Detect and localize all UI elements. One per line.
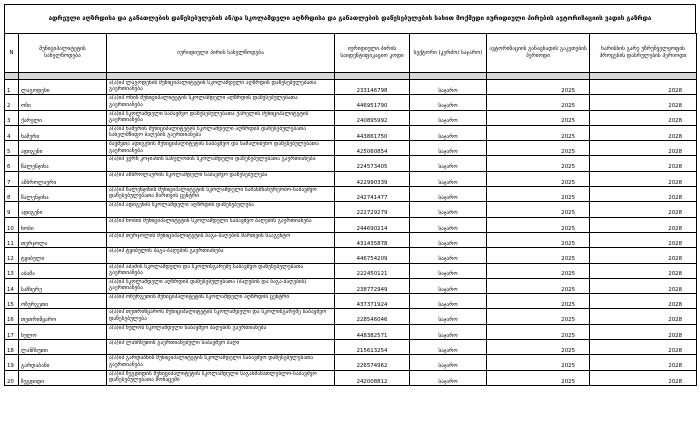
row-number: 16: [5, 309, 19, 324]
entity-name-cell: ა(ა)იპ სკოლამდელი აღზრდის დაწესებულებათა (ბაღების და ბაგა-ბაღების) გაერთიანება: [107, 278, 335, 293]
table-row: [5, 156, 697, 171]
document-sheet: [4, 4, 696, 386]
entity-name-cell: ა(ა)იპ აბაშის სკოლამდელი და სკოლისგარეშე საბავშვო დაწესებულებათა გაერთიანება: [107, 263, 335, 278]
entity-code-cell: 446951790: [335, 95, 410, 110]
auth-period-cell: 2025: [487, 125, 590, 140]
table-row: [5, 171, 697, 186]
sector-cell: საჯარო: [410, 355, 487, 370]
extended-period-cell: 2028: [590, 248, 697, 263]
table-row: [5, 340, 697, 355]
document-title: ადრეული აღზრდისა და განათლების დაწესებულების ან/და სკოლამდელი აღზრდისა და განათლების დაწესებულების სახით მოქმედი იურიდიული პირების ავტორიზაციის ვადის გაზრდა: [4, 4, 696, 33]
entity-name-cell: ა(ა)იპ ადიგენის სკოლამდელი აღზრდის დაწესებულება: [107, 202, 335, 217]
entity-code-cell: 437371924: [335, 294, 410, 309]
sector-cell: საჯარო: [410, 217, 487, 232]
table-row: [5, 309, 697, 324]
municipality-cell: ლანჩხუთი: [19, 340, 107, 355]
auth-period-cell: 2025: [487, 110, 590, 125]
municipality-cell: ამბროლაური: [19, 171, 107, 186]
sector-cell: საჯარო: [410, 171, 487, 186]
auth-period-cell: 2025: [487, 202, 590, 217]
sector-cell: საჯარო: [410, 309, 487, 324]
entity-name-cell: ა(ა)იპ ამბროლაურის სკოლამდელი საბავშვო დაწესებულება: [107, 171, 335, 186]
entity-name-cell: ა(ა)იპ წალენჯიხის მუნიციპალიტეტის სკოლამდელი სამანმსახურეობო-საბავშვო დაწესებულებათა მართვის ცენტრი: [107, 187, 335, 202]
municipality-cell: ქარელი: [19, 110, 107, 125]
auth-period-cell: 2025: [487, 156, 590, 171]
sector-cell: საჯარო: [410, 278, 487, 293]
sector-cell: საჯარო: [410, 187, 487, 202]
sector-cell: საჯარო: [410, 95, 487, 110]
extended-period-cell: 2028: [590, 110, 697, 125]
entity-name-cell: ა(ა)იპ ტყიბულის ბაგა-ბაღების გაერთიანება: [107, 248, 335, 263]
row-number: 20: [5, 370, 19, 385]
row-number: 10: [5, 217, 19, 232]
sector-cell: საჯარო: [410, 370, 487, 385]
auth-period-cell: 2025: [487, 80, 590, 95]
header-code: იურიდიული პირის საიდენტიფიკაციო კოდი: [335, 34, 410, 73]
sector-cell: საჯარო: [410, 232, 487, 247]
sector-cell: საჯარო: [410, 202, 487, 217]
auth-period-cell: 2025: [487, 263, 590, 278]
auth-period-cell: 2025: [487, 294, 590, 309]
extended-period-cell: 2028: [590, 370, 697, 385]
municipality-cell: გარდაბანი: [19, 355, 107, 370]
table-row: [5, 187, 697, 202]
municipality-cell: თეთრიწყარო: [19, 309, 107, 324]
municipality-cell: ხაშური: [19, 125, 107, 140]
extended-period-cell: 2028: [590, 355, 697, 370]
entity-code-cell: 242741477: [335, 187, 410, 202]
entity-name-cell: ა(ა)იპ ლანჩხუთის გაერთიანებული საბავშვო ბაღი: [107, 340, 335, 355]
auth-period-cell: 2025: [487, 95, 590, 110]
table-row: [5, 80, 697, 95]
header-extended-period: ხარისხის გარე უზრუნველყოფის პროცესის დასრულების პერიოდი: [590, 34, 697, 73]
entity-name-cell: ა(ა)იპ ლაგოდეხის მუნიციპალიტეტის სკოლამდელი აღზრდის დაწესებულებათა გაერთიანება: [107, 80, 335, 95]
row-number: 14: [5, 278, 19, 293]
header-sector: სექტორი (კერძო/ საჯარო): [410, 34, 487, 73]
entity-name-cell: ბავშვთა ადიგენის მუნიციპალიტეტის საბავშვო და სამალიბენო დაწესებულებათა გაერთიანება: [107, 141, 335, 156]
extended-period-cell: 2028: [590, 340, 697, 355]
entity-name-cell: ა(ა)იპ თერჯოლის მუნიციპალიტეტის ბაგა-ბაღების მართვის სააგენტო: [107, 232, 335, 247]
row-number: 12: [5, 248, 19, 263]
entity-code-cell: 448382571: [335, 324, 410, 339]
extended-period-cell: 2028: [590, 202, 697, 217]
auth-period-cell: 2025: [487, 370, 590, 385]
sector-cell: საჯარო: [410, 248, 487, 263]
header-auth-period: ავტორიზაციის განაცხადის გაკეთების პერიოდი: [487, 34, 590, 73]
entity-name-cell: ა(ა)იპ ვერხ კოჯიანის სახელობის სკოლამდელი დაწესებულებათა გაერთიანება: [107, 156, 335, 171]
entity-code-cell: 425060854: [335, 141, 410, 156]
entity-code-cell: 222729279: [335, 202, 410, 217]
row-number: 5: [5, 141, 19, 156]
table-row: [5, 110, 697, 125]
row-number: 17: [5, 324, 19, 339]
auth-period-cell: 2025: [487, 309, 590, 324]
auth-period-cell: 2025: [487, 248, 590, 263]
auth-period-cell: 2025: [487, 278, 590, 293]
row-number: 7: [5, 171, 19, 186]
table-row: [5, 202, 697, 217]
table-row: [5, 248, 697, 263]
row-number: 19: [5, 355, 19, 370]
municipality-cell: ხულო: [19, 324, 107, 339]
row-number: 13: [5, 263, 19, 278]
extended-period-cell: 2028: [590, 232, 697, 247]
auth-period-cell: 2025: [487, 355, 590, 370]
municipality-cell: საჩხერე: [19, 278, 107, 293]
table-row: [5, 278, 697, 293]
entity-code-cell: 446754209: [335, 248, 410, 263]
entity-name-cell: ა(ა)იპ ონის მუნიციპალიტეტის სკოლამდელი აღზრდის დაწესებულებათა გაერთიანება: [107, 95, 335, 110]
entity-code-cell: 244690214: [335, 217, 410, 232]
table-row: [5, 95, 697, 110]
sector-cell: საჯარო: [410, 263, 487, 278]
sector-cell: საჯარო: [410, 80, 487, 95]
sector-cell: საჯარო: [410, 141, 487, 156]
entity-code-cell: 443861750: [335, 125, 410, 140]
municipality-cell: თერჯოლა: [19, 232, 107, 247]
municipality-cell: ხობი: [19, 217, 107, 232]
table-row: [5, 141, 697, 156]
entity-code-cell: 431435878: [335, 232, 410, 247]
municipality-cell: ადიგენი: [19, 141, 107, 156]
extended-period-cell: 2028: [590, 278, 697, 293]
entity-name-cell: ა(ა)იპ ოზურგეთის მუნიციპალიტეტის სკოლამდელი აღზრდის ცენტრი: [107, 294, 335, 309]
sector-cell: საჯარო: [410, 125, 487, 140]
row-number: 11: [5, 232, 19, 247]
municipality-cell: აბაშა: [19, 263, 107, 278]
sector-cell: საჯარო: [410, 156, 487, 171]
entity-name-cell: ა(ა)იპ ხობის მუნიციპალიტეტის სკოლამდელი საბავშვო ბაღების გაერთიანება: [107, 217, 335, 232]
sector-cell: საჯარო: [410, 110, 487, 125]
entity-code-cell: 233146798: [335, 80, 410, 95]
row-number: 15: [5, 294, 19, 309]
entity-name-cell: ა(ა)იპ ზუგდიდის მუნიციპალიტეტის სკოლამდელი საგანმანათლებლო-საბავშვო დაწესებულებათა მონაცემი: [107, 370, 335, 385]
entity-name-cell: ა(ა)იპ სკოლამდელი საბავშვო დაწესებულებათა ქარელის მუნიციპალიტეტის გაერთიანება: [107, 110, 335, 125]
header-row: [5, 34, 697, 73]
municipality-cell: წალენჯიხა: [19, 187, 107, 202]
municipality-cell: ზუგდიდი: [19, 370, 107, 385]
sector-cell: საჯარო: [410, 340, 487, 355]
municipality-cell: ტყიბული: [19, 248, 107, 263]
extended-period-cell: 2028: [590, 309, 697, 324]
extended-period-cell: 2028: [590, 187, 697, 202]
entity-name-cell: ა(ა)იპ გარდაბნის მუნიციპალიტეტის სკოლამდელი საბავშვო დაწესებულებათა გაერთიანება: [107, 355, 335, 370]
sector-cell: საჯარო: [410, 324, 487, 339]
entity-code-cell: 228546046: [335, 309, 410, 324]
entity-name-cell: ა(ა)იპ ხულოს სკოლამდელი საბავშვო ბაღების გაერთიანება: [107, 324, 335, 339]
entity-code-cell: 238772949: [335, 278, 410, 293]
table-row: [5, 232, 697, 247]
entity-code-cell: 224573405: [335, 156, 410, 171]
auth-period-cell: 2025: [487, 171, 590, 186]
extended-period-cell: 2028: [590, 263, 697, 278]
extended-period-cell: 2028: [590, 95, 697, 110]
entity-name-cell: ა(ა)იპ თეთრიწყაროს მუნიციპალიტეტის სკოლამდელი და სკოლისგარეშე საბავშვო დაწესებულება: [107, 309, 335, 324]
row-number: 1: [5, 80, 19, 95]
extended-period-cell: 2028: [590, 324, 697, 339]
entity-code-cell: 226574962: [335, 355, 410, 370]
auth-period-cell: 2025: [487, 340, 590, 355]
extended-period-cell: 2028: [590, 125, 697, 140]
row-number: 2: [5, 95, 19, 110]
table-row: [5, 263, 697, 278]
header-n: N: [5, 34, 19, 73]
extended-period-cell: 2028: [590, 141, 697, 156]
entity-code-cell: 215613254: [335, 340, 410, 355]
municipality-cell: ონი: [19, 95, 107, 110]
table-row: [5, 355, 697, 370]
auth-period-cell: 2025: [487, 141, 590, 156]
municipality-cell: ადიგენი: [19, 202, 107, 217]
table-row: [5, 324, 697, 339]
row-number: 4: [5, 125, 19, 140]
extended-period-cell: 2028: [590, 217, 697, 232]
entity-name-cell: ა(ა)იპ ხაშურის მუნიციპალიტეტის სკოლამდელი აღზრდის დაწესებულებათა სახელმწიფო ბაღების გაერთიანება: [107, 125, 335, 140]
auth-period-cell: 2025: [487, 187, 590, 202]
extended-period-cell: 2028: [590, 80, 697, 95]
row-number: 3: [5, 110, 19, 125]
extended-period-cell: 2028: [590, 171, 697, 186]
auth-period-cell: 2025: [487, 217, 590, 232]
entity-code-cell: 240895992: [335, 110, 410, 125]
row-number: 9: [5, 202, 19, 217]
auth-period-cell: 2025: [487, 324, 590, 339]
table-row: [5, 125, 697, 140]
extended-period-cell: 2028: [590, 294, 697, 309]
entity-code-cell: 242008812: [335, 370, 410, 385]
extended-period-cell: 2028: [590, 156, 697, 171]
row-number: 18: [5, 340, 19, 355]
municipality-cell: წალენჯიხა: [19, 156, 107, 171]
table-row: [5, 294, 697, 309]
header-municipality: მუნიციპალიტეტის სახელწოდება: [19, 34, 107, 73]
auth-period-cell: 2025: [487, 232, 590, 247]
sector-cell: საჯარო: [410, 294, 487, 309]
entity-code-cell: 422990339: [335, 171, 410, 186]
row-number: 6: [5, 156, 19, 171]
municipality-cell: ლაგოდეხი: [19, 80, 107, 95]
table-row: [5, 217, 697, 232]
authorization-table: [4, 33, 697, 386]
gray-separator-row: [5, 73, 697, 80]
entity-code-cell: 222450121: [335, 263, 410, 278]
header-entity: იურიდიული პირის სახელწოდება: [107, 34, 335, 73]
row-number: 8: [5, 187, 19, 202]
table-row: [5, 370, 697, 385]
municipality-cell: ოზურგეთი: [19, 294, 107, 309]
